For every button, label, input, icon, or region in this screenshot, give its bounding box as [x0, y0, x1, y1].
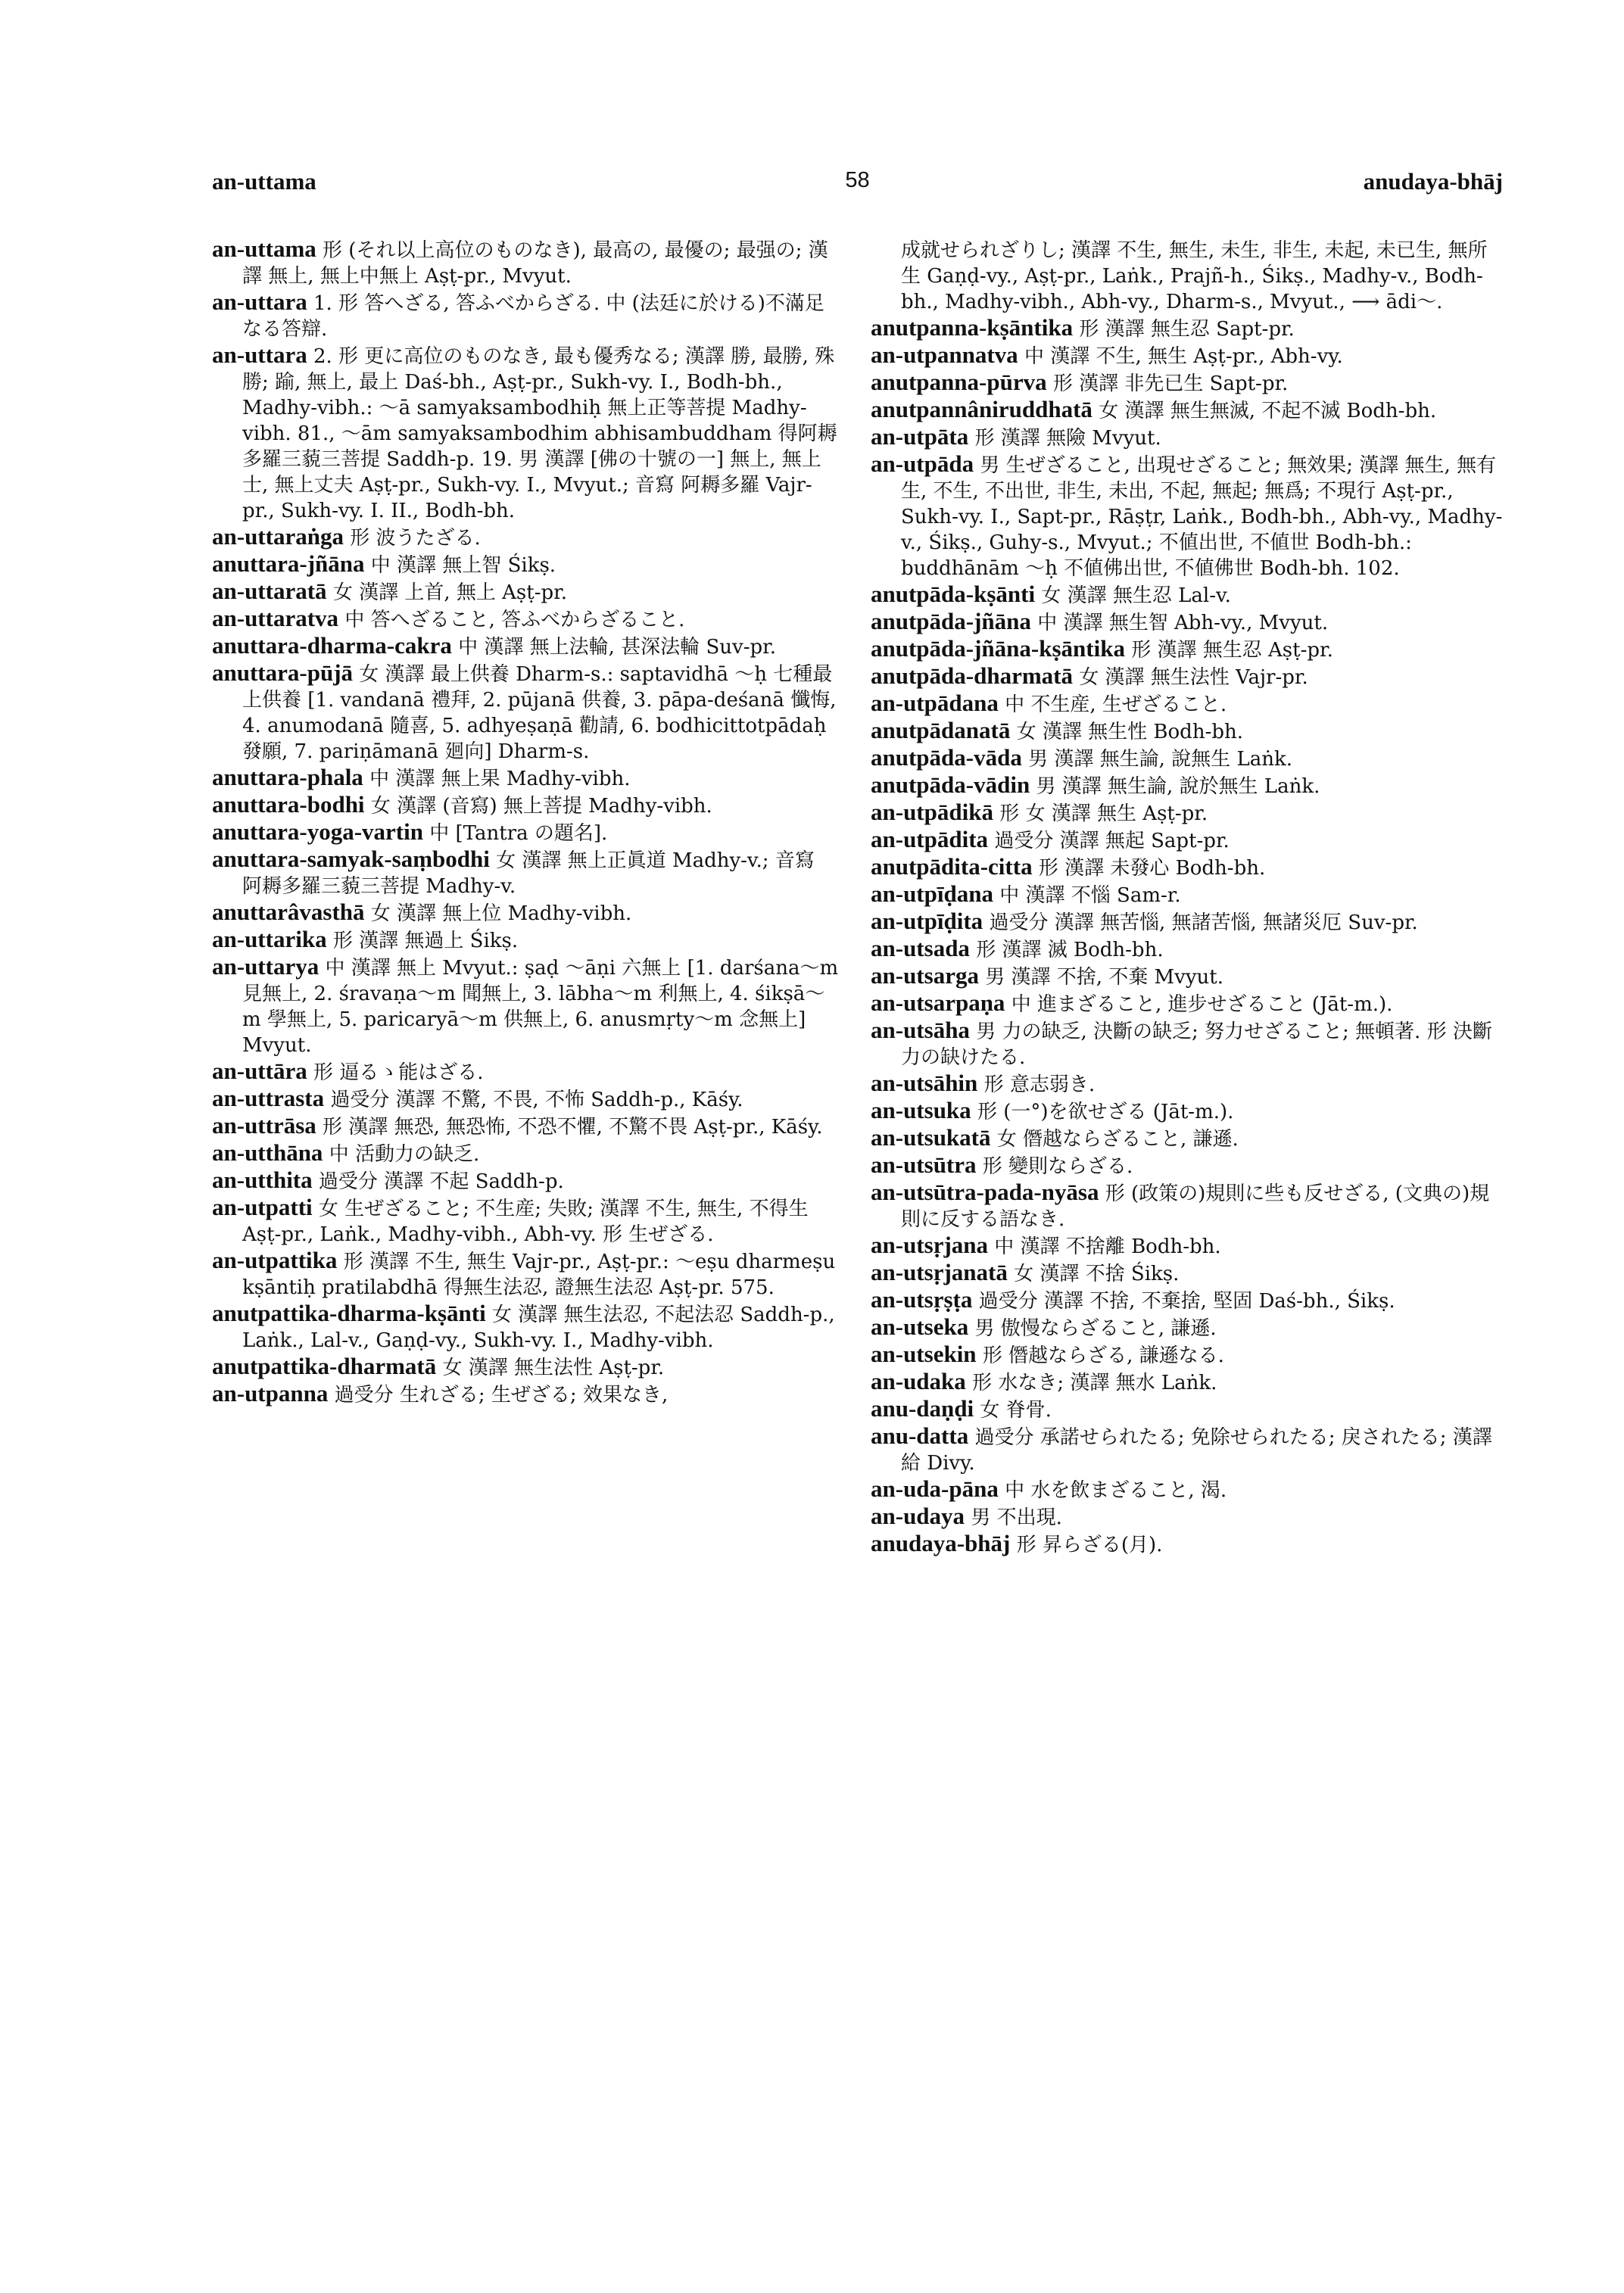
- dictionary-entry: [212, 765, 840, 792]
- dictionary-entry: [871, 315, 1507, 342]
- entry-headword: an-uda-pāna: [871, 1475, 999, 1502]
- entry-definition: 女 漢譯 無上位 Madhy-vibh.: [370, 902, 632, 925]
- dictionary-entry: [871, 1179, 1507, 1232]
- entry-headword: an-utpādana: [871, 690, 999, 716]
- dictionary-entry: [871, 451, 1507, 581]
- entry-headword: an-utpanna: [212, 1380, 329, 1407]
- entry-headword: an-utpattika: [212, 1247, 338, 1273]
- dictionary-entry: [871, 990, 1507, 1017]
- entry-definition: 過受分 漢譯 不驚, 不畏, 不怖 Saddh-p., Kāśy.: [330, 1089, 743, 1111]
- dictionary-entry: [871, 397, 1507, 424]
- dictionary-entry: [871, 342, 1507, 369]
- entry-definition: 形 漢譯 不生, 無生 Vajr-pr., Aṣṭ-pr.: 〜eṣu dharmeṣu kṣāntiḥ pratilabdhā 得無生法忍, 證無生法忍 Aṣṭ-pr. 575.: [242, 1251, 836, 1299]
- dictionary-entry: [212, 606, 840, 633]
- dictionary-entry: [871, 718, 1507, 745]
- dictionary-entry: [871, 369, 1507, 397]
- entry-definition: 中 水を飲まざること, 渴.: [1005, 1479, 1227, 1502]
- entry-headword: an-uttarika: [212, 926, 327, 952]
- dictionary-entry: [871, 636, 1507, 663]
- entry-headword: anutpādanatā: [871, 717, 1011, 743]
- dictionary-entry: [871, 236, 1507, 315]
- entry-definition: 女 僭越ならざること, 謙遜.: [996, 1128, 1239, 1151]
- entry-definition: 男 漢譯 無生論, 說無生 Laṅk.: [1028, 748, 1292, 771]
- entry-definition: 中 漢譯 無上 Mvyut.: ṣaḍ 〜āṇi 六無上 [1. darśana〜m 見無上, 2. śravaṇa〜m 聞無上, 3. lābha〜m 利無上, 4. śikṣā〜m 學無上, 5. paricaryā〜m 供無上, 6. anusmṛty〜m 念無上] Mvyut.: [242, 957, 839, 1057]
- entry-definition: 形 漢譯 無生忍 Aṣṭ-pr.: [1131, 639, 1333, 662]
- dictionary-entry: [871, 936, 1507, 963]
- entry-headword: an-utpādikā: [871, 799, 993, 825]
- entry-definition: 女 漢譯 無生法忍, 不起法忍 Saddh-p., Laṅk., Lal-v., Gaṇḍ-vy., Sukh-vy. I., Madhy-vibh.: [242, 1304, 835, 1352]
- entry-definition: 1. 形 答へざる, 答ふべからざる. 中 (法廷に於ける)不滿足なる答辯.: [242, 292, 824, 341]
- page-number: 58: [845, 168, 870, 192]
- entry-headword: an-uttaratā: [212, 578, 327, 604]
- dictionary-entry: [212, 846, 840, 899]
- dictionary-entry: [871, 799, 1507, 827]
- entry-definition: 過受分 生れざる; 生ぜざる; 效果なき,: [334, 1384, 669, 1407]
- entry-headword: anuttara-jñāna: [212, 550, 365, 577]
- entry-definition: 男 不出現.: [971, 1506, 1062, 1529]
- entry-headword: an-uttama: [212, 235, 316, 262]
- dictionary-entry: [212, 1381, 840, 1408]
- dictionary-entry: [871, 1260, 1507, 1287]
- entry-definition: 形 僭越ならざる, 謙遜なる.: [982, 1344, 1224, 1367]
- entry-definition: 過受分 承諾せられたる; 免除せられたる; 戾されたる; 漢譯 給 Divy.: [901, 1426, 1492, 1475]
- dictionary-entry: [871, 1125, 1507, 1152]
- entry-headword: anutpattika-dharmatā: [212, 1353, 437, 1379]
- dictionary-entry: [871, 609, 1507, 636]
- entry-definition: 女 漢譯 無生性 Bodh-bh.: [1016, 721, 1244, 743]
- entry-headword: anudaya-bhāj: [871, 1530, 1011, 1556]
- entry-definition: 過受分 漢譯 不捨, 不棄捨, 堅固 Daś-bh., Śikṣ.: [978, 1290, 1395, 1313]
- dictionary-entry: [871, 1314, 1507, 1341]
- entry-headword: anuttara-phala: [212, 764, 363, 790]
- entry-headword: anuttarâvasthā: [212, 899, 365, 925]
- dictionary-entry: [212, 551, 840, 578]
- dictionary-entry: [871, 1232, 1507, 1260]
- entry-headword: anutpāda-kṣānti: [871, 581, 1036, 607]
- entry-headword: anuttara-samyak-saṃbodhi: [212, 846, 490, 872]
- dictionary-entry: [871, 663, 1507, 690]
- entry-headword: an-utsada: [871, 935, 970, 961]
- entry-definition: 中 答へざること, 答ふべからざること.: [344, 609, 685, 631]
- entry-headword: an-utseka: [871, 1313, 969, 1340]
- dictionary-entry: [871, 745, 1507, 772]
- entry-definition: 形 昇らざる(月).: [1016, 1534, 1163, 1556]
- entry-definition: 女 漢譯 無上正眞道 Madhy-v.; 音寫 阿耨多羅三藐三菩提 Madhy-v.: [242, 849, 815, 898]
- entry-headword: an-uttaraṅga: [212, 523, 344, 550]
- entry-headword: an-utsṛṣṭa: [871, 1286, 973, 1313]
- entry-definition: 2. 形 更に高位のものなき, 最も優秀なる; 漢譯 勝, 最勝, 殊勝; 踰, 無上, 最上 Daś-bh., Aṣṭ-pr., Sukh-vy. I., Bodh-bh., Madhy-vibh.: 〜ā samyaksambodhiḥ 無上正等菩提 Madhy-vibh. 81., 〜ām samyaksambodhim abhisambuddham 得阿耨多羅三藐三菩提 Saddh-p. 19. 男 漢譯 [佛の十號の一] 無上, 無上士, 無上丈夫 Aṣṭ-pr., Sukh-vy. I., Mvyut.; 音寫 阿耨多羅 Vajr-pr., Sukh-vy. I. II., Bodh-bh.: [242, 345, 837, 522]
- entry-headword: anutpādita-citta: [871, 853, 1033, 880]
- entry-definition: 過受分 漢譯 不起 Saddh-p.: [318, 1170, 564, 1193]
- entry-headword: anutpāda-jñāna: [871, 608, 1031, 634]
- entry-definition: 形 漢譯 無生忍 Sapt-pr.: [1079, 318, 1295, 341]
- entry-headword: an-utpāda: [871, 450, 974, 477]
- entry-definition: 中 漢譯 無生智 Abh-vy., Mvyut.: [1037, 612, 1329, 634]
- dictionary-entry: [871, 1476, 1507, 1503]
- entry-definition: 中 漢譯 無上法輪, 甚深法輪 Suv-pr.: [458, 636, 776, 659]
- entry-definition: 女 生ぜざること; 不生産; 失敗; 漢譯 不生, 無生, 不得生 Aṣṭ-pr., Laṅk., Madhy-vibh., Abh-vy. 形 生ぜざる.: [242, 1198, 809, 1246]
- entry-headword: an-utsūtra-pada-nyāsa: [871, 1179, 1099, 1205]
- entry-headword: anutpāda-vādin: [871, 771, 1030, 798]
- entry-headword: anutpattika-dharma-kṣānti: [212, 1300, 486, 1326]
- dictionary-entry: [212, 578, 840, 606]
- dictionary-entry: [212, 899, 840, 927]
- entry-definition: 過受分 漢譯 無起 Sapt-pr.: [994, 830, 1230, 852]
- entry-headword: an-utpīḍana: [871, 880, 993, 907]
- dictionary-entry: [212, 1167, 840, 1195]
- dictionary-entry: [212, 1195, 840, 1248]
- entry-definition: 女 漢譯 上首, 無上 Aṣṭ-pr.: [332, 581, 567, 604]
- entry-definition: 中 [Tantra の題名].: [429, 822, 608, 845]
- dictionary-entry: [871, 1503, 1507, 1531]
- dictionary-entry: [212, 1140, 840, 1167]
- entry-definition: 中 活動力の缺乏.: [329, 1143, 480, 1166]
- entry-headword: an-uttaratva: [212, 605, 339, 631]
- dictionary-entry: [871, 690, 1507, 718]
- dictionary-entry: [871, 1531, 1507, 1558]
- entry-headword: an-utthāna: [212, 1139, 323, 1166]
- entry-definition: 形 漢譯 未發心 Bodh-bh.: [1038, 857, 1266, 880]
- entry-headword: an-utsekin: [871, 1341, 977, 1367]
- dictionary-entry: [871, 424, 1507, 451]
- entry-headword: anuttara-bodhi: [212, 791, 365, 818]
- dictionary-entry: [212, 342, 840, 524]
- right-column: [871, 236, 1507, 1558]
- entry-headword: an-utsuka: [871, 1097, 971, 1123]
- dictionary-entry: [212, 289, 840, 342]
- entry-headword: an-utpatti: [212, 1194, 313, 1220]
- dictionary-entry: [871, 1396, 1507, 1423]
- header-first-headword: an-uttama: [212, 168, 316, 195]
- dictionary-entry: [212, 1301, 840, 1354]
- entry-definition: 形 漢譯 滅 Bodh-bh.: [976, 939, 1164, 961]
- entry-headword: an-utpāta: [871, 423, 969, 450]
- entry-headword: an-utsāhin: [871, 1070, 978, 1096]
- entry-definition: 中 漢譯 不惱 Sam-r.: [999, 884, 1181, 907]
- entry-definition: 形 漢譯 無過上 Śikṣ.: [332, 930, 519, 952]
- entry-definition: 成就せられざりし; 漢譯 不生, 無生, 未生, 非生, 未起, 未已生, 無所生 Gaṇḍ-vy., Aṣṭ-pr., Laṅk., Prajñ-h., Śikṣ., Madhy-v., Bodh-bh., Madhy-vibh., Abh-vy., Dharm-s., Mvyut., ⟶ ādi〜.: [901, 239, 1488, 313]
- entry-definition: 女 漢譯 無生法性 Vajr-pr.: [1079, 666, 1308, 689]
- entry-headword: anutpāda-jñāna-kṣāntika: [871, 635, 1125, 662]
- header-last-headword: anudaya-bhāj: [1363, 168, 1503, 195]
- entry-definition: 形 漢譯 無恐, 無恐怖, 不恐不懼, 不驚不畏 Aṣṭ-pr., Kāśy.: [323, 1116, 823, 1139]
- entry-definition: 男 傲慢ならざること, 謙遜.: [974, 1317, 1217, 1340]
- entry-headword: an-utsūtra: [871, 1151, 977, 1178]
- entry-definition: 形 女 漢譯 無生 Aṣṭ-pr.: [999, 802, 1208, 825]
- entry-definition: 形 (政策の)規則に些も反せざる, (文典の)規則に反する語なき.: [901, 1182, 1490, 1231]
- entry-definition: 男 漢譯 無生論, 說於無生 Laṅk.: [1036, 775, 1320, 798]
- dictionary-entry: [871, 1152, 1507, 1179]
- entry-definition: 中 漢譯 無上果 Madhy-vibh.: [369, 768, 631, 790]
- entry-headword: anutpannâniruddhatā: [871, 396, 1093, 422]
- entry-definition: 女 漢譯 最上供養 Dharm-s.: saptavidhā 〜ḥ 七種最上供養 [1. vandanā 禮拜, 2. pūjanā 供養, 3. pāpa-deśanā 懺悔, 4. anumodanā 隨喜, 5. adhyeṣaṇā 勸請, 6. bodhicittotpādaḥ 發願, 7. pariṇāmanā 廻向] Dharm-s.: [242, 663, 837, 763]
- dictionary-entry: [212, 524, 840, 551]
- entry-headword: anutpanna-pūrva: [871, 369, 1047, 395]
- entry-headword: anu-daṇḍi: [871, 1395, 974, 1422]
- left-column: [212, 236, 840, 1408]
- entry-definition: 形 (それ以上高位のものなき), 最高の, 最優の; 最强の; 漢譯 無上, 無上中無上 Aṣṭ-pr., Mvyut.: [242, 239, 828, 288]
- running-header: [212, 168, 1503, 198]
- entry-definition: 女 漢譯 無生法性 Aṣṭ-pr.: [442, 1357, 665, 1379]
- dictionary-entry: [871, 854, 1507, 881]
- entry-headword: an-udaka: [871, 1368, 966, 1394]
- dictionary-entry: [212, 927, 840, 954]
- dictionary-entry: [871, 908, 1507, 936]
- dictionary-entry: [871, 963, 1507, 990]
- dictionary-entry: [212, 1113, 840, 1140]
- entry-definition: 女 漢譯 無生忍 Lal-v.: [1041, 584, 1231, 607]
- dictionary-entry: [212, 1248, 840, 1301]
- entry-headword: an-udaya: [871, 1503, 965, 1529]
- entry-definition: 形 (一°)を欲せざる (Jāt-m.).: [977, 1101, 1234, 1123]
- entry-headword: an-uttara: [212, 341, 307, 368]
- dictionary-entry: [871, 1070, 1507, 1098]
- entry-headword: an-utsṛjana: [871, 1232, 989, 1258]
- entry-headword: an-utpīḍita: [871, 908, 983, 934]
- entry-definition: 中 漢譯 不生, 無生 Aṣṭ-pr., Abh-vy.: [1024, 345, 1343, 368]
- entry-headword: an-utsāha: [871, 1017, 970, 1043]
- entry-definition: 男 生ぜざること, 出現せざること; 無效果; 漢譯 無生, 無有生, 不生, 不出世, 非生, 未出, 不起, 無起; 無爲; 不現行 Aṣṭ-pr., Sukh-vy. I., Sapt-pr., Rāṣṭr, Laṅk., Bodh-bh., Abh-vy., Madhy-v., Śikṣ., Guhy-s., Mvyut.; 不値出世, 不値世 Bodh-bh.: buddhānām 〜ḥ 不値佛出世, 不値佛世 Bodh-bh. 102.: [901, 454, 1503, 580]
- entry-headword: an-utsarga: [871, 962, 979, 989]
- entry-headword: an-uttrāsa: [212, 1112, 316, 1139]
- dictionary-entry: [871, 881, 1507, 908]
- dictionary-entry: [212, 819, 840, 846]
- entry-definition: 中 不生産, 生ぜざること.: [1005, 693, 1227, 716]
- entry-definition: 中 漢譯 無上智 Śikṣ.: [370, 554, 556, 577]
- dictionary-entry: [871, 1369, 1507, 1396]
- dictionary-entry: [871, 1341, 1507, 1369]
- dictionary-entry: [871, 772, 1507, 799]
- entry-definition: 女 漢譯 (音寫) 無上菩提 Madhy-vibh.: [370, 795, 712, 818]
- dictionary-entry: [212, 954, 840, 1058]
- entry-headword: anutpāda-dharmatā: [871, 662, 1073, 689]
- dictionary-entry: [212, 792, 840, 819]
- entry-headword: anu-datta: [871, 1422, 969, 1449]
- entry-definition: 女 漢譯 無生無滅, 不起不滅 Bodh-bh.: [1099, 400, 1437, 422]
- dictionary-entry: [871, 1287, 1507, 1314]
- dictionary-entry: [871, 827, 1507, 854]
- entry-definition: 男 力の缺乏, 決斷の缺乏; 努力せざること; 無頓著. 形 決斷力の缺けたる.: [901, 1020, 1492, 1069]
- dictionary-entry: [871, 1017, 1507, 1070]
- dictionary-entry: [871, 1098, 1507, 1125]
- entry-headword: an-utsṛjanatā: [871, 1259, 1008, 1285]
- entry-headword: an-utthita: [212, 1167, 313, 1193]
- entry-definition: 形 水なき; 漢譯 無水 Laṅk.: [972, 1372, 1217, 1394]
- dictionary-entry: [212, 633, 840, 660]
- entry-definition: 男 漢譯 不捨, 不棄 Mvyut.: [985, 966, 1223, 989]
- entry-headword: an-uttrasta: [212, 1085, 325, 1111]
- dictionary-entry: [212, 236, 840, 289]
- entry-headword: an-utsarpaṇa: [871, 989, 1005, 1016]
- entry-headword: anutpāda-vāda: [871, 744, 1022, 771]
- entry-definition: 女 漢譯 不捨 Śikṣ.: [1014, 1263, 1180, 1285]
- entry-headword: anuttara-yoga-vartin: [212, 818, 423, 845]
- entry-headword: an-uttara: [212, 288, 307, 315]
- entry-definition: 女 脊骨.: [980, 1399, 1052, 1422]
- entry-definition: 中 進まざること, 進步せざること (Jāt-m.).: [1011, 993, 1393, 1016]
- entry-definition: 過受分 漢譯 無苦惱, 無諸苦惱, 無諸災厄 Suv-pr.: [989, 911, 1418, 934]
- entry-headword: anuttara-pūjā: [212, 659, 354, 686]
- entry-definition: 形 漢譯 非先已生 Sapt-pr.: [1052, 372, 1289, 395]
- entry-headword: an-utsukatā: [871, 1124, 991, 1151]
- dictionary-entry: [871, 581, 1507, 609]
- dictionary-entry: [212, 1354, 840, 1381]
- entry-headword: an-uttāra: [212, 1058, 307, 1084]
- entry-definition: 形 波うたざる.: [350, 527, 481, 550]
- entry-definition: 中 漢譯 不捨離 Bodh-bh.: [994, 1235, 1221, 1258]
- entry-definition: 形 意志弱き.: [983, 1073, 1096, 1096]
- dictionary-entry: [212, 660, 840, 765]
- entry-headword: anutpanna-kṣāntika: [871, 314, 1074, 341]
- entry-headword: an-utpannatva: [871, 341, 1018, 368]
- entry-headword: anuttara-dharma-cakra: [212, 632, 452, 659]
- dictionary-entry: [212, 1058, 840, 1086]
- entry-headword: an-utpādita: [871, 826, 989, 852]
- dictionary-entry: [871, 1423, 1507, 1476]
- entry-headword: an-uttarya: [212, 953, 320, 980]
- entry-definition: 形 逼るゝ能はざる.: [313, 1061, 484, 1084]
- dictionary-entry: [212, 1086, 840, 1113]
- entry-definition: 形 變則ならざる.: [982, 1155, 1133, 1178]
- entry-definition: 形 漢譯 無險 Mvyut.: [974, 427, 1161, 450]
